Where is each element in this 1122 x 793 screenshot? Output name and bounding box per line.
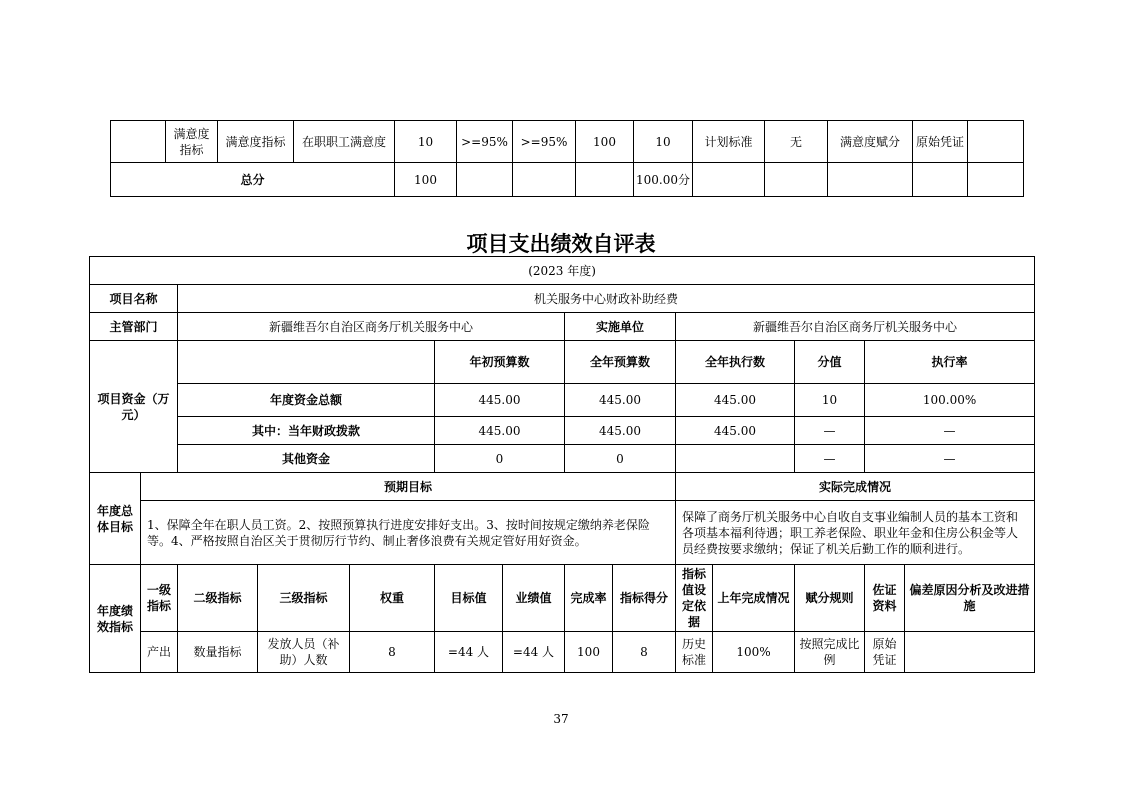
project-name: 机关服务中心财政补助经费 [178, 285, 1035, 313]
cell: 10 [795, 384, 865, 417]
cell: 445.00 [435, 384, 565, 417]
actual-header: 实际完成情况 [676, 473, 1035, 501]
cell [968, 121, 1024, 163]
indicator-header: 三级指标 [258, 565, 350, 632]
page-title: 项目支出绩效自评表 [466, 232, 656, 256]
indicator-header: 业绩值 [503, 565, 565, 632]
cell: 计划标准 [693, 121, 765, 163]
cell [513, 163, 576, 197]
impl: 新疆维吾尔自治区商务厅机关服务中心 [676, 313, 1035, 341]
cell [913, 163, 968, 197]
cell: 445.00 [676, 417, 795, 445]
cell: 10 [634, 121, 693, 163]
indicator-header: 赋分规则 [795, 565, 865, 632]
funds-header: 全年预算数 [565, 341, 676, 384]
cell: 100 [576, 121, 634, 163]
table-row [90, 384, 1035, 417]
table-row [90, 285, 1035, 313]
cell [178, 341, 435, 384]
cell: 445.00 [565, 384, 676, 417]
table-row [90, 473, 1035, 501]
table-row [90, 632, 1035, 673]
cell: 100 [565, 632, 613, 673]
funds-header: 分值 [795, 341, 865, 384]
table-row [90, 501, 1035, 565]
indicator-header: 指标得分 [613, 565, 676, 632]
cell: 445.00 [676, 384, 795, 417]
table-row [90, 417, 1035, 445]
cell: 100% [713, 632, 795, 673]
cell: 445.00 [435, 417, 565, 445]
cell: =44 人 [503, 632, 565, 673]
cell: — [865, 417, 1035, 445]
cell: >=95% [513, 121, 576, 163]
funds-row-label: 年度资金总额 [178, 384, 435, 417]
expected-header: 预期目标 [141, 473, 676, 501]
indicator-header: 权重 [350, 565, 435, 632]
cell: 数量指标 [178, 632, 258, 673]
cell [576, 163, 634, 197]
table-row [90, 445, 1035, 473]
table-row [90, 341, 1035, 384]
indicator-header: 完成率 [565, 565, 613, 632]
cell [968, 163, 1024, 197]
expected-goal: 1、保障全年在职人员工资。2、按照预算执行进度安排好支出。3、按时间按规定缴纳养老保险等。4、严格按照自治区关于贯彻厉行节约、制止奢侈浪费有关规定管好用好资金。 [141, 501, 676, 565]
project-name-label: 项目名称 [90, 285, 178, 313]
indicator-header: 一级指标 [141, 565, 178, 632]
indicator-header: 偏差原因分析及改进措施 [905, 565, 1035, 632]
cell: 历史标准 [676, 632, 713, 673]
top-table [110, 120, 1024, 197]
cell: 8 [613, 632, 676, 673]
evaluation-table [89, 256, 1035, 673]
cell [765, 163, 828, 197]
cell: 10 [395, 121, 457, 163]
cell: 445.00 [565, 417, 676, 445]
cell: 满意度指标 [166, 121, 218, 163]
cell: 0 [565, 445, 676, 473]
funds-header: 执行率 [865, 341, 1035, 384]
total-label: 总分 [111, 163, 395, 197]
cell [111, 121, 166, 163]
cell: 满意度赋分 [828, 121, 913, 163]
cell [676, 445, 795, 473]
funds-row-label: 其中：当年财政拨款 [178, 417, 435, 445]
cell: 0 [435, 445, 565, 473]
indicator-header: 佐证资料 [865, 565, 905, 632]
table-row [90, 565, 1035, 632]
actual-result: 保障了商务厅机关服务中心自收自支事业编制人员的基本工资和各项基本福利待遇；职工养老保险、职业年金和住房公积金等人员经费按要求缴纳；保证了机关后勤工作的顺利进行。 [676, 501, 1035, 565]
year-label: (2023 年度) [90, 257, 1035, 285]
cell: 8 [350, 632, 435, 673]
total-score: 100.00分 [634, 163, 693, 197]
table-row [90, 313, 1035, 341]
table-row [111, 163, 1024, 197]
table-row [90, 257, 1035, 285]
cell: — [795, 417, 865, 445]
indicator-header: 上年完成情况 [713, 565, 795, 632]
total-weight: 100 [395, 163, 457, 197]
funds-row-label: 其他资金 [178, 445, 435, 473]
cell [905, 632, 1035, 673]
cell: 按照完成比例 [795, 632, 865, 673]
cell [457, 163, 513, 197]
indicators-label: 年度绩效指标 [90, 565, 141, 673]
page-number: 37 [553, 712, 569, 726]
table-row [111, 121, 1024, 163]
indicator-header: 二级指标 [178, 565, 258, 632]
funds-header: 年初预算数 [435, 341, 565, 384]
cell: — [795, 445, 865, 473]
cell: 产出 [141, 632, 178, 673]
indicator-header: 指标值设定依据 [676, 565, 713, 632]
funds-header: 全年执行数 [676, 341, 795, 384]
funds-label: 项目资金（万元） [90, 341, 178, 473]
indicator-header: 目标值 [435, 565, 503, 632]
cell: 无 [765, 121, 828, 163]
cell [693, 163, 765, 197]
cell: 原始凭证 [865, 632, 905, 673]
cell: — [865, 445, 1035, 473]
cell [828, 163, 913, 197]
dept-label: 主管部门 [90, 313, 178, 341]
dept: 新疆维吾尔自治区商务厅机关服务中心 [178, 313, 565, 341]
cell: 发放人员（补助）人数 [258, 632, 350, 673]
goals-label: 年度总体目标 [90, 473, 141, 565]
cell: 在职职工满意度 [294, 121, 395, 163]
impl-label: 实施单位 [565, 313, 676, 341]
cell: 100.00% [865, 384, 1035, 417]
cell: 满意度指标 [218, 121, 294, 163]
cell: =44 人 [435, 632, 503, 673]
cell: 原始凭证 [913, 121, 968, 163]
cell: >=95% [457, 121, 513, 163]
